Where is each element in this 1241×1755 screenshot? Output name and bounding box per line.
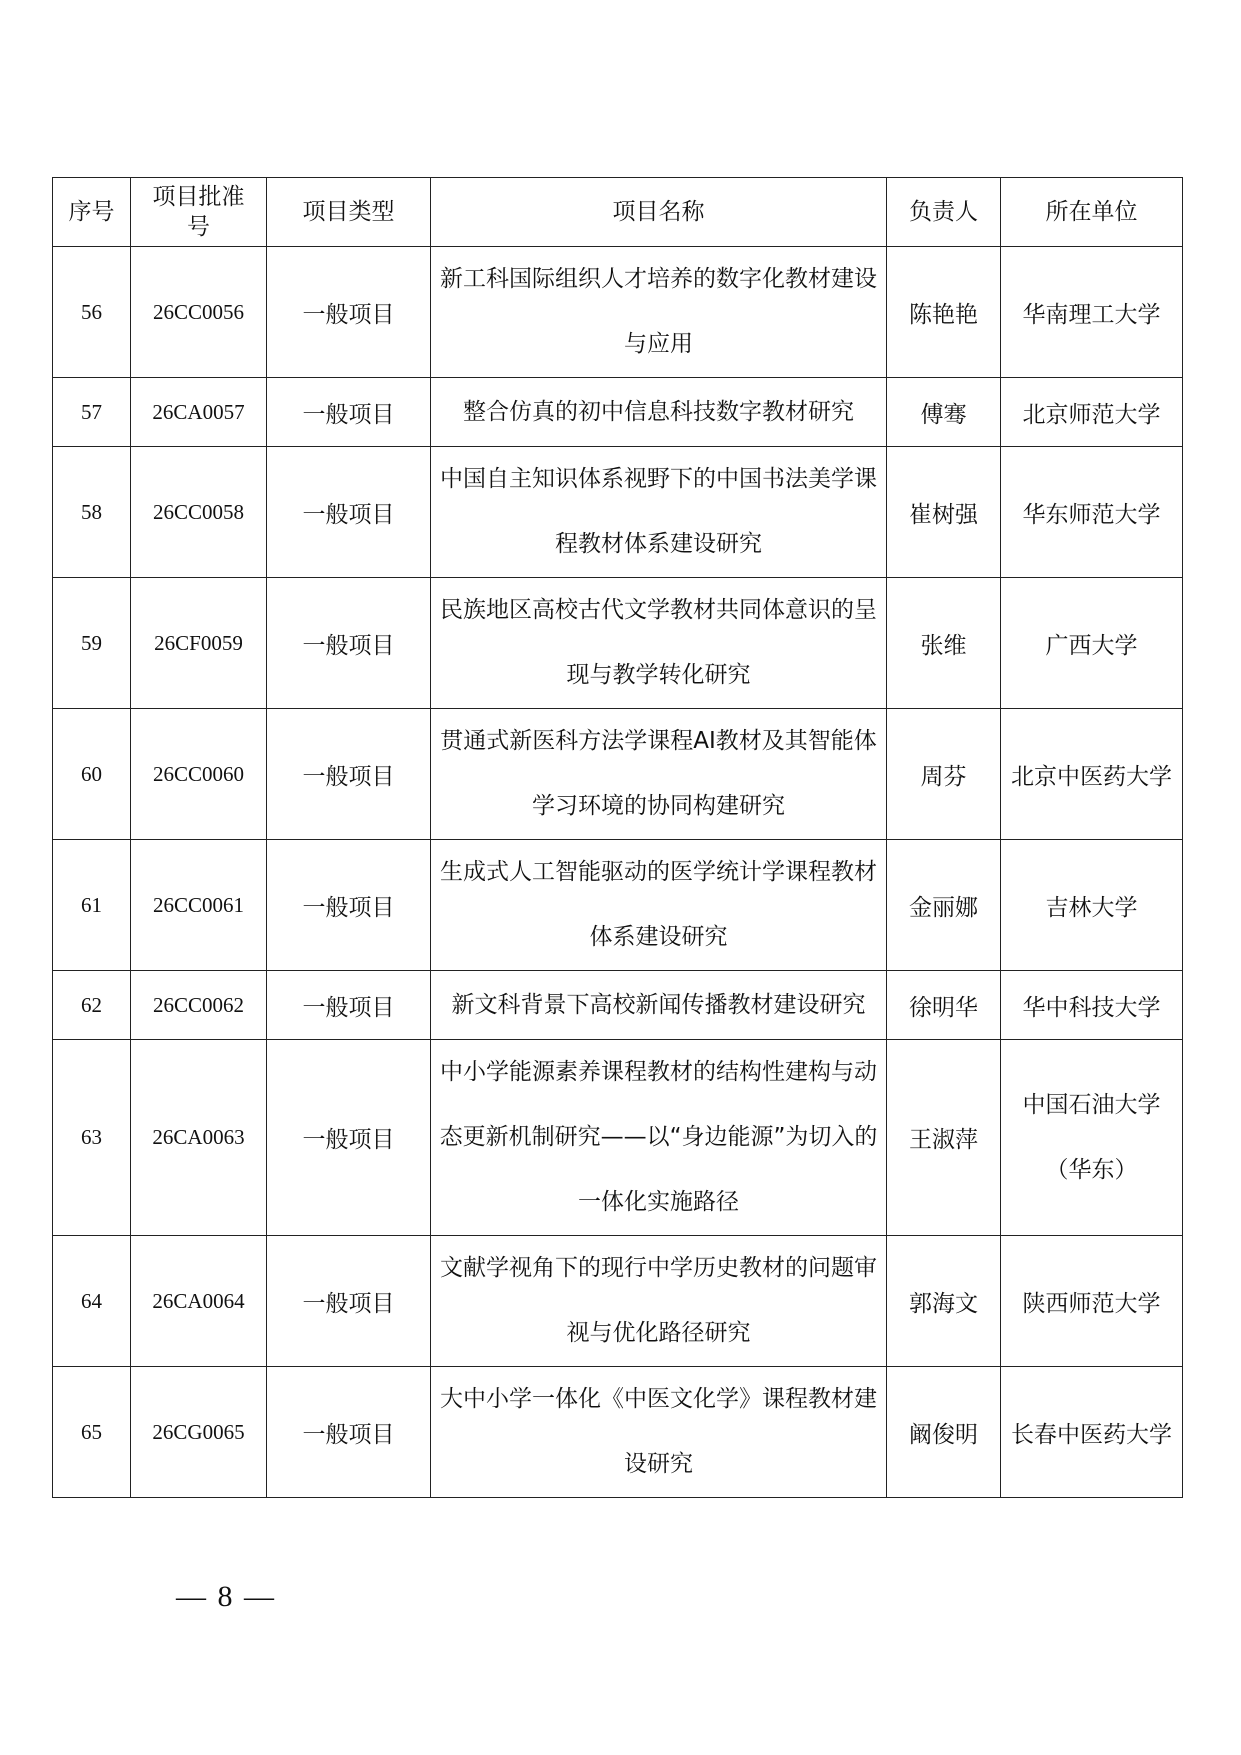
leader-cell: 陈艳艳 bbox=[887, 247, 1001, 378]
approval-cell: 26CC0058 bbox=[131, 447, 267, 578]
approval-cell: 26CA0057 bbox=[131, 378, 267, 447]
leader-cell: 阚俊明 bbox=[887, 1367, 1001, 1498]
approval-cell: 26CA0063 bbox=[131, 1040, 267, 1236]
unit-cell: 北京中医药大学 bbox=[1001, 709, 1183, 840]
type-cell: 一般项目 bbox=[267, 247, 431, 378]
type-cell: 一般项目 bbox=[267, 578, 431, 709]
seq-cell: 63 bbox=[53, 1040, 131, 1236]
type-cell: 一般项目 bbox=[267, 1236, 431, 1367]
table-row bbox=[53, 247, 1183, 378]
name-cell: 整合仿真的初中信息科技数字教材研究 bbox=[431, 378, 887, 447]
approval-cell: 26CF0059 bbox=[131, 578, 267, 709]
header-approval: 项目批准号 bbox=[131, 178, 267, 247]
approval-cell: 26CC0061 bbox=[131, 840, 267, 971]
seq-cell: 65 bbox=[53, 1367, 131, 1498]
unit-cell: 北京师范大学 bbox=[1001, 378, 1183, 447]
leader-cell: 王淑萍 bbox=[887, 1040, 1001, 1236]
name-cell: 中国自主知识体系视野下的中国书法美学课程教材体系建设研究 bbox=[431, 447, 887, 578]
type-cell: 一般项目 bbox=[267, 1040, 431, 1236]
leader-cell: 张维 bbox=[887, 578, 1001, 709]
table-row bbox=[53, 447, 1183, 578]
type-cell: 一般项目 bbox=[267, 971, 431, 1040]
name-cell: 生成式人工智能驱动的医学统计学课程教材体系建设研究 bbox=[431, 840, 887, 971]
name-cell: 贯通式新医科方法学课程AI教材及其智能体学习环境的协同构建研究 bbox=[431, 709, 887, 840]
approval-cell: 26CC0060 bbox=[131, 709, 267, 840]
table-row bbox=[53, 378, 1183, 447]
seq-cell: 59 bbox=[53, 578, 131, 709]
type-cell: 一般项目 bbox=[267, 840, 431, 971]
leader-cell: 郭海文 bbox=[887, 1236, 1001, 1367]
header-row bbox=[53, 178, 1183, 247]
header-unit: 所在单位 bbox=[1001, 178, 1183, 247]
table-row bbox=[53, 971, 1183, 1040]
unit-cell: 华南理工大学 bbox=[1001, 247, 1183, 378]
table-row bbox=[53, 840, 1183, 971]
unit-cell: 陕西师范大学 bbox=[1001, 1236, 1183, 1367]
unit-cell: 华东师范大学 bbox=[1001, 447, 1183, 578]
table-row bbox=[53, 1367, 1183, 1498]
header-seq: 序号 bbox=[53, 178, 131, 247]
approval-cell: 26CG0065 bbox=[131, 1367, 267, 1498]
name-cell: 民族地区高校古代文学教材共同体意识的呈现与教学转化研究 bbox=[431, 578, 887, 709]
name-cell: 大中小学一体化《中医文化学》课程教材建设研究 bbox=[431, 1367, 887, 1498]
seq-cell: 61 bbox=[53, 840, 131, 971]
name-cell: 新文科背景下高校新闻传播教材建设研究 bbox=[431, 971, 887, 1040]
name-cell: 文献学视角下的现行中学历史教材的问题审视与优化路径研究 bbox=[431, 1236, 887, 1367]
unit-cell: 中国石油大学（华东） bbox=[1001, 1040, 1183, 1236]
unit-cell: 广西大学 bbox=[1001, 578, 1183, 709]
header-name: 项目名称 bbox=[431, 178, 887, 247]
leader-cell: 徐明华 bbox=[887, 971, 1001, 1040]
type-cell: 一般项目 bbox=[267, 447, 431, 578]
leader-cell: 崔树强 bbox=[887, 447, 1001, 578]
type-cell: 一般项目 bbox=[267, 1367, 431, 1498]
seq-cell: 64 bbox=[53, 1236, 131, 1367]
table-row bbox=[53, 709, 1183, 840]
unit-cell: 长春中医药大学 bbox=[1001, 1367, 1183, 1498]
name-cell: 新工科国际组织人才培养的数字化教材建设与应用 bbox=[431, 247, 887, 378]
project-table bbox=[52, 177, 1183, 1498]
table-row bbox=[53, 1236, 1183, 1367]
name-cell: 中小学能源素养课程教材的结构性建构与动态更新机制研究——以“身边能源”为切入的一体化实施路径 bbox=[431, 1040, 887, 1236]
seq-cell: 62 bbox=[53, 971, 131, 1040]
table-row bbox=[53, 578, 1183, 709]
type-cell: 一般项目 bbox=[267, 378, 431, 447]
page-number: — 8 — bbox=[176, 1580, 276, 1613]
seq-cell: 57 bbox=[53, 378, 131, 447]
unit-cell: 吉林大学 bbox=[1001, 840, 1183, 971]
leader-cell: 傅骞 bbox=[887, 378, 1001, 447]
seq-cell: 60 bbox=[53, 709, 131, 840]
seq-cell: 58 bbox=[53, 447, 131, 578]
table-row bbox=[53, 1040, 1183, 1236]
unit-cell: 华中科技大学 bbox=[1001, 971, 1183, 1040]
approval-cell: 26CA0064 bbox=[131, 1236, 267, 1367]
header-leader: 负责人 bbox=[887, 178, 1001, 247]
leader-cell: 周芬 bbox=[887, 709, 1001, 840]
header-type: 项目类型 bbox=[267, 178, 431, 247]
leader-cell: 金丽娜 bbox=[887, 840, 1001, 971]
approval-cell: 26CC0062 bbox=[131, 971, 267, 1040]
approval-cell: 26CC0056 bbox=[131, 247, 267, 378]
seq-cell: 56 bbox=[53, 247, 131, 378]
type-cell: 一般项目 bbox=[267, 709, 431, 840]
